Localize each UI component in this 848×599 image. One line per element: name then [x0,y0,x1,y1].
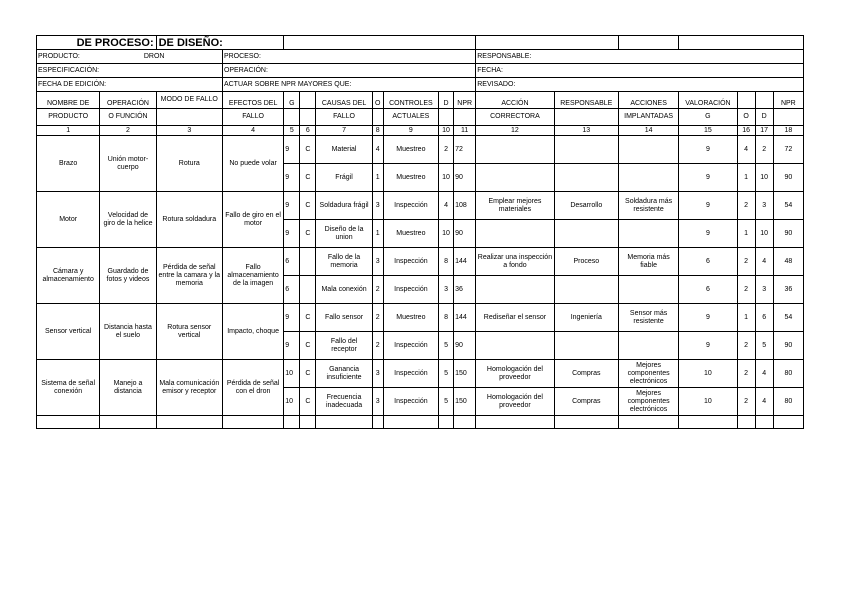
val-occurrence-cell: 2 [737,192,755,220]
blank-cell [476,416,554,429]
col-blank-header [737,92,755,109]
class-cell: C [300,304,316,332]
class-cell: C [300,388,316,416]
responsible-cell: Ingeniería [554,304,618,332]
amfe-sheet [36,35,804,429]
val-severity-cell: 9 [679,332,737,360]
product-name-cell: Sistema de señal conexión [37,360,100,416]
val-npr-cell: 54 [773,192,803,220]
implemented-action-cell [618,164,678,192]
blank-cell [554,416,618,429]
responsible-cell [554,220,618,248]
cause-cell: Fallo sensor [316,304,372,332]
npr-cell: 108 [454,192,476,220]
detection-cell: 10 [439,164,454,192]
col-modo-header-2 [156,109,222,126]
npr-cell: 90 [454,332,476,360]
col-efectos-header: EFECTOS DEL [222,92,283,109]
col-acciones-header: ACCIONES [618,92,678,109]
occurrence-cell: 2 [372,276,383,304]
col-controles-header: CONTROLES [383,92,438,109]
col-causas-header: CAUSAS DEL [316,92,372,109]
implemented-action-cell: Sensor más resistente [618,304,678,332]
title-blank [284,36,476,50]
occurrence-cell: 3 [372,388,383,416]
control-cell: Muestreo [383,220,438,248]
val-npr-cell: 90 [773,220,803,248]
responsible-cell: Desarrollo [554,192,618,220]
producto-field [37,50,223,64]
control-cell: Inspección [383,388,438,416]
operacion-label: OPERACIÓN: [222,64,475,78]
col-val-d-header: D [755,109,773,126]
blank-cell [755,416,773,429]
col-o-header-2 [372,109,383,126]
occurrence-cell: 1 [372,164,383,192]
occurrence-cell: 3 [372,192,383,220]
info-row-2 [37,64,804,78]
blank-row [37,416,804,429]
val-detection-cell: 10 [755,164,773,192]
npr-cell: 36 [454,276,476,304]
cause-cell: Diseño de la union [316,220,372,248]
val-occurrence-cell: 1 [737,220,755,248]
column-number: 16 [737,126,755,136]
column-number: 13 [554,126,618,136]
occurrence-cell: 3 [372,248,383,276]
fecha-label: FECHA: [476,64,804,78]
cause-cell: Mala conexión [316,276,372,304]
corrective-action-cell: Homologación del proveedor [476,360,554,388]
detection-cell: 8 [439,248,454,276]
title-blank [476,36,619,50]
column-number: 3 [156,126,222,136]
info-row-1 [37,50,804,64]
class-cell: C [300,136,316,164]
corrective-action-cell [476,332,554,360]
control-cell: Muestreo [383,304,438,332]
cause-cell: Soldadura frágil [316,192,372,220]
col-nombre-header: NOMBRE DE [37,92,100,109]
val-npr-cell: 80 [773,360,803,388]
failure-effect-cell: Pérdida de señal con el dron [222,360,283,416]
blank-cell [316,416,372,429]
severity-cell: 10 [284,360,300,388]
blank-cell [300,416,316,429]
col-o-header: O [372,92,383,109]
col-npr-header: NPR [454,92,476,109]
failure-effect-cell: Fallo almacenamiento de la imagen [222,248,283,304]
blank-cell [284,416,300,429]
amfe-table [36,35,804,429]
col-operacion-header-2: O FUNCIÓN [100,109,156,126]
severity-cell: 6 [284,248,300,276]
table-row [37,360,804,388]
column-number: 4 [222,126,283,136]
blank-cell [439,416,454,429]
corrective-action-cell [476,136,554,164]
operation-cell: Distancia hasta el suelo [100,304,156,360]
col-modo-header: MODO DE FALLO [156,92,222,109]
title-row [37,36,804,50]
column-number: 5 [284,126,300,136]
implemented-action-cell [618,136,678,164]
revisado-label: REVISADO: [476,78,804,92]
val-detection-cell: 6 [755,304,773,332]
val-occurrence-cell: 1 [737,304,755,332]
column-header-row-2 [37,109,804,126]
control-cell: Inspección [383,332,438,360]
col-responsable-header-2 [554,109,618,126]
col-d-header: D [439,92,454,109]
col-npr-header-2 [454,109,476,126]
val-severity-cell: 10 [679,360,737,388]
operation-cell: Velocidad de giro de la helice [100,192,156,248]
corrective-action-cell [476,276,554,304]
val-severity-cell: 9 [679,192,737,220]
control-cell: Inspección [383,248,438,276]
title-blank [679,36,804,50]
corrective-action-cell: Homologación del proveedor [476,388,554,416]
class-cell: C [300,164,316,192]
val-npr-cell: 54 [773,304,803,332]
column-number: 2 [100,126,156,136]
producto-value: DRON [143,52,165,60]
control-cell: Muestreo [383,136,438,164]
implemented-action-cell [618,276,678,304]
npr-cell: 90 [454,220,476,248]
product-name-cell: Sensor vertical [37,304,100,360]
operation-cell: Unión motor-cuerpo [100,136,156,192]
npr-cell: 150 [454,360,476,388]
val-npr-cell: 36 [773,276,803,304]
npr-cell: 144 [454,304,476,332]
detection-cell: 5 [439,332,454,360]
col-acciones-header-2: IMPLANTADAS [618,109,678,126]
data-body [37,136,804,416]
detection-cell: 10 [439,220,454,248]
column-number: 18 [773,126,803,136]
val-npr-cell: 80 [773,388,803,416]
column-number: 8 [372,126,383,136]
npr-cell: 150 [454,388,476,416]
blank-cell [100,416,156,429]
col-blank-header-2 [300,109,316,126]
col-d-header-2 [439,109,454,126]
blank-cell [383,416,438,429]
col-valoracion-header: VALORACIÓN [679,92,737,109]
val-npr-cell: 90 [773,332,803,360]
col-accion-header-2: CORRECTORA [476,109,554,126]
fecha-edicion-label: FECHA DE EDICIÓN: [37,78,223,92]
implemented-action-cell [618,332,678,360]
responsible-cell: Compras [554,360,618,388]
column-number: 11 [454,126,476,136]
val-detection-cell: 4 [755,248,773,276]
corrective-action-cell: Emplear mejores materiales [476,192,554,220]
col-g-header-2 [284,109,300,126]
blank-cell [37,416,100,429]
column-number: 6 [300,126,316,136]
detection-cell: 2 [439,136,454,164]
val-detection-cell: 5 [755,332,773,360]
blank-cell [156,416,222,429]
val-occurrence-cell: 2 [737,276,755,304]
val-severity-cell: 9 [679,220,737,248]
implemented-action-cell: Mejores componentes electrónicos [618,388,678,416]
class-cell [300,276,316,304]
val-detection-cell: 3 [755,192,773,220]
responsible-cell [554,332,618,360]
responsible-cell: Compras [554,388,618,416]
val-severity-cell: 9 [679,304,737,332]
npr-cell: 90 [454,164,476,192]
corrective-action-cell: Rediseñar el sensor [476,304,554,332]
val-npr-cell: 48 [773,248,803,276]
val-detection-cell: 4 [755,360,773,388]
blank-cell [222,416,283,429]
failure-mode-cell: Pérdida de señal entre la camara y la memoria [156,248,222,304]
control-cell: Inspección [383,360,438,388]
failure-mode-cell: Rotura soldadura [156,192,222,248]
info-row-3 [37,78,804,92]
occurrence-cell: 4 [372,136,383,164]
col-operacion-header: OPERACIÓN [100,92,156,109]
failure-effect-cell: Impacto, choque [222,304,283,360]
failure-mode-cell: Mala comunicación emisor y receptor [156,360,222,416]
responsable-label: RESPONSABLE: [476,50,804,64]
col-responsable-header: RESPONSABLE [554,92,618,109]
cause-cell: Fallo de la memoria [316,248,372,276]
col-npr2-header: NPR [773,92,803,109]
col-blank-header [300,92,316,109]
col-accion-header: ACCIÓN [476,92,554,109]
val-severity-cell: 6 [679,276,737,304]
val-detection-cell: 10 [755,220,773,248]
failure-mode-cell: Rotura sensor vertical [156,304,222,360]
occurrence-cell: 1 [372,220,383,248]
val-severity-cell: 10 [679,388,737,416]
failure-effect-cell: No puede volar [222,136,283,192]
blank-cell [737,416,755,429]
val-occurrence-cell: 2 [737,360,755,388]
val-occurrence-cell: 2 [737,332,755,360]
column-number: 9 [383,126,438,136]
class-cell: C [300,360,316,388]
val-occurrence-cell: 2 [737,388,755,416]
column-number: 15 [679,126,737,136]
control-cell: Inspección [383,192,438,220]
col-nombre-header-2: PRODUCTO [37,109,100,126]
severity-cell: 10 [284,388,300,416]
val-severity-cell: 9 [679,136,737,164]
blank-cell [679,416,737,429]
column-number: 12 [476,126,554,136]
proceso-label: PROCESO: [222,50,475,64]
detection-cell: 8 [439,304,454,332]
column-number: 17 [755,126,773,136]
responsible-cell [554,276,618,304]
failure-effect-cell: Fallo de giro en el motor [222,192,283,248]
control-cell: Muestreo [383,164,438,192]
val-detection-cell: 4 [755,388,773,416]
implemented-action-cell: Memoria más fiable [618,248,678,276]
cause-cell: Frágil [316,164,372,192]
col-blank-header [755,92,773,109]
corrective-action-cell: Realizar una inspección a fondo [476,248,554,276]
severity-cell: 6 [284,276,300,304]
severity-cell: 9 [284,220,300,248]
control-cell: Inspección [383,276,438,304]
producto-label: PRODUCTO: [38,52,80,60]
col-val-o-header: O [737,109,755,126]
column-number: 7 [316,126,372,136]
detection-cell: 3 [439,276,454,304]
severity-cell: 9 [284,136,300,164]
col-causas-header-2: FALLO [316,109,372,126]
col-controles-header-2: ACTUALES [383,109,438,126]
col-npr2-header-2 [773,109,803,126]
occurrence-cell: 3 [372,360,383,388]
title-proceso: DE PROCESO: [37,36,157,50]
detection-cell: 5 [439,388,454,416]
occurrence-cell: 2 [372,332,383,360]
column-number: 10 [439,126,454,136]
blank-cell [773,416,803,429]
implemented-action-cell: Mejores componentes electrónicos [618,360,678,388]
responsible-cell [554,136,618,164]
product-name-cell: Cámara y almacenamiento [37,248,100,304]
title-blank [618,36,678,50]
cause-cell: Ganancia insuficiente [316,360,372,388]
val-detection-cell: 3 [755,276,773,304]
implemented-action-cell [618,220,678,248]
product-name-cell: Brazo [37,136,100,192]
cause-cell: Material [316,136,372,164]
column-header-row-1 [37,92,804,109]
responsible-cell: Proceso [554,248,618,276]
product-name-cell: Motor [37,192,100,248]
especificacion-label: ESPECIFICACIÓN: [37,64,223,78]
operation-cell: Manejo a distancia [100,360,156,416]
table-row [37,136,804,164]
operation-cell: Guardado de fotos y videos [100,248,156,304]
class-cell [300,248,316,276]
corrective-action-cell [476,220,554,248]
blank-cell [454,416,476,429]
severity-cell: 9 [284,192,300,220]
failure-mode-cell: Rotura [156,136,222,192]
val-occurrence-cell: 2 [737,248,755,276]
npr-cell: 72 [454,136,476,164]
table-row [37,192,804,220]
severity-cell: 9 [284,332,300,360]
detection-cell: 5 [439,360,454,388]
blank-cell [372,416,383,429]
val-severity-cell: 6 [679,248,737,276]
val-occurrence-cell: 1 [737,164,755,192]
occurrence-cell: 2 [372,304,383,332]
val-npr-cell: 72 [773,136,803,164]
cause-cell: Frecuencia inadecuada [316,388,372,416]
table-row [37,248,804,276]
class-cell: C [300,332,316,360]
detection-cell: 4 [439,192,454,220]
severity-cell: 9 [284,164,300,192]
val-npr-cell: 90 [773,164,803,192]
class-cell: C [300,192,316,220]
table-row [37,304,804,332]
column-number: 14 [618,126,678,136]
val-detection-cell: 2 [755,136,773,164]
class-cell: C [300,220,316,248]
severity-cell: 9 [284,304,300,332]
col-efectos-header-2: FALLO [222,109,283,126]
responsible-cell [554,164,618,192]
col-val-g-header: G [679,109,737,126]
val-severity-cell: 9 [679,164,737,192]
implemented-action-cell: Soldadura más resistente [618,192,678,220]
column-number: 1 [37,126,100,136]
cause-cell: Fallo del receptor [316,332,372,360]
corrective-action-cell [476,164,554,192]
actuar-label: ACTUAR SOBRE NPR MAYORES QUE: [222,78,475,92]
col-g-header: G [284,92,300,109]
title-diseno: DE DISEÑO: [156,36,284,50]
val-occurrence-cell: 4 [737,136,755,164]
npr-cell: 144 [454,248,476,276]
column-number-row [37,126,804,136]
blank-cell [618,416,678,429]
